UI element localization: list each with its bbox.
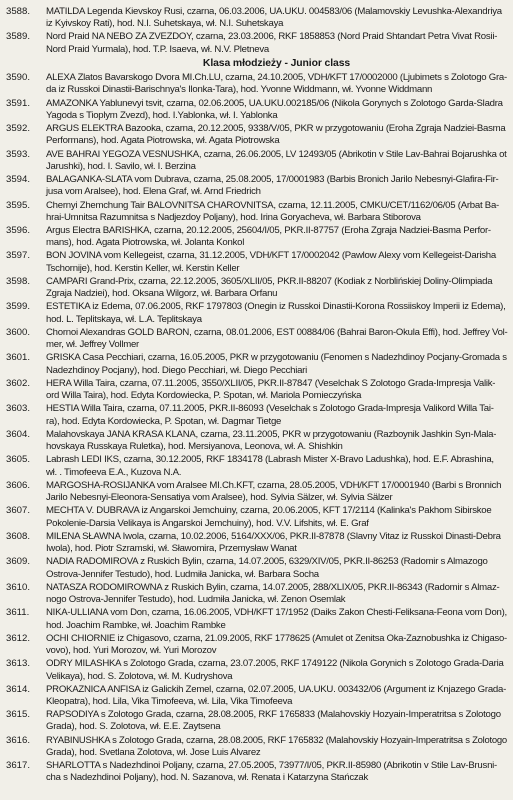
catalog-entry — [6, 378, 507, 403]
entry-text — [46, 684, 507, 709]
entry-text — [46, 735, 507, 760]
entry-number: 3594. — [6, 174, 31, 186]
entry-line-2: Yagoda s Tioplym Zvezd), hod. I.Yablonka, wł. I. Yablonka — [46, 109, 278, 121]
entry-line-2: Performans), hod. Agata Piotrowska, wł. Agata Piotrowska — [46, 135, 280, 147]
entry-number: 3596. — [6, 224, 31, 236]
entry-line-1: RYABINUSHKA s Zolotogo Grada, czarna, 28.08.2005, RKF 1765832 (Malahovskiy Hozyain-Imperatritsa s Zolotogo — [46, 734, 507, 746]
entry-number: 3600. — [6, 326, 31, 338]
entry-line-1: MARGOSHA-ROSIJANKA vom Aralsee MI.Ch.KFT, czarna, 28.05.2005, VDH/KFT 17/0001940 (Barbi s Bronnich — [46, 479, 502, 491]
entry-line-1: ODRY MILASHKA s Zolotogo Grada, czarna, 23.07.2005, RKF 1749122 (Nikola Gorynich s Zolotogo Grada-Daria — [46, 658, 504, 670]
entry-number: 3605. — [6, 454, 31, 466]
entry-line-1: MILENA SŁAWNA Iwola, czarna, 10.02.2006, 5164/XXX/06, PKR.II-87878 (Slavny Vitaz iz Russkoi Dinasti-Debra — [46, 530, 501, 542]
entry-number: 3595. — [6, 199, 31, 211]
entry-line-1: Chernyi Zhemchung Tair BALOVNITSA CHAROVNITSA, czarna, 12.11.2005, CMKU/CET/1162/06/05 (Arbat Ba- — [46, 199, 499, 211]
entry-line-2: cha s Nadezhdinoi Poljany), hod. N. Sazanova, wł. Renata i Katarzyna Stańczak — [46, 772, 369, 784]
entry-line-1: MECHTA V. DUBRAVA iz Angarskoi Jemchuiny, czarna, 20.06.2005, KFT 17/2114 (Kalinka's Pakhom Sibirskoe — [46, 505, 492, 517]
entry-line-1: Malahovskaya JANA KRASA KLANA, czarna, 23.11.2005, PKR w przygotowaniu (Razboynik Jashkin Syn-Mala- — [46, 428, 497, 440]
entry-line-1: PROKAZNICA ANFISA iz Galickih Zemel, czarna, 02.07.2005, UA.UKU. 003432/06 (Argument iz Knjazego Grada- — [46, 683, 507, 695]
entry-text — [46, 403, 507, 428]
entry-line-2: vovo), hod. Yuri Morozov, wł. Yuri Morozov — [46, 645, 217, 657]
catalog-entry — [6, 735, 507, 760]
catalog-entry — [6, 225, 507, 250]
catalog-entry — [6, 505, 507, 530]
entry-text — [46, 582, 507, 607]
entry-line-1: Chornoi Alexandras GOLD BARON, czarna, 08.01.2006, EST 00884/06 (Bahrai Baron-Okula Effi), hod. Jeffrey Vol- — [46, 326, 508, 338]
entry-line-2: Zgraja Nadziei), hod. Oksana Wilgorz, wł. Barbara Orfanu — [46, 288, 278, 300]
entry-text — [46, 760, 507, 785]
entry-number: 3604. — [6, 428, 31, 440]
catalog-entry — [6, 658, 507, 683]
entry-line-2: Pokolenie-Darsia Velikaya is Angarskoi Jemchuiny), hod. V.V. Lifshits, wł. E. Graf — [46, 517, 369, 529]
entry-line-1: NADIA RADOMIROVA z Ruskich Bylin, czarna, 14.07.2005, 6329/XIV/05, PKR.II-86253 (Radomir s Almazogo — [46, 556, 488, 568]
entry-number: 3602. — [6, 377, 31, 389]
entry-line-1: AMAZONKA Yablunevyi tsvit, czarna, 02.06.2005, UA.UKU.002185/06 (Nikola Gorynych s Zolotogo Garda-Sladra — [46, 97, 503, 109]
entry-line-1: OCHI CHIORNIE iz Chigasovo, czarna, 21.09.2005, RKF 1778625 (Amulet ot Zenitsa Oka-Zaznobushka iz Chigaso- — [46, 632, 507, 644]
entry-line-2: hod. Joachim Rambke, wł. Joachim Rambke — [46, 619, 226, 631]
entry-line-2: Iwola), hod. Piotr Szramski, wł. Sławomira, Przemysław Wanat — [46, 543, 297, 555]
entry-line-2: Nadezhdinoy Pocjany), hod. Diego Pecchiari, wł. Diego Pecchiari — [46, 364, 308, 376]
entry-line-2: Jarushki), hod. I. Savilo, wł. I. Berzina — [46, 160, 196, 172]
entry-line-2: Ostrova-Jennifer Testudo), hod. Ludmiła Janicka, wł. Barbara Socha — [46, 568, 319, 580]
entry-number: 3597. — [6, 250, 31, 262]
entry-line-2: hovskaya Russkaya Ruletka), hod. Mersiyanova, Leonova, wł. A. Shishkin — [46, 441, 343, 453]
entry-line-1: BON JOVINA vom Kellegeist, czarna, 31.12.2005, VDH/KFT 17/0002042 (Pawlow Alexy vom Kellegeist-Darisha — [46, 250, 496, 262]
entry-number: 3609. — [6, 556, 31, 568]
entry-line-1: CAMPARI Grand-Prix, czarna, 22.12.2005, 3605/XLII/05, PKR.II-88207 (Kodiak z Norblińskiej Doliny-Olimpiada — [46, 275, 493, 287]
entry-number: 3590. — [6, 72, 31, 84]
entry-line-1: HERA Willa Taira, czarna, 07.11.2005, 3550/XLII/05, PKR.II-87847 (Veselchak S Zolotogo Grada-Impresja Valik- — [46, 377, 496, 389]
entry-line-1: BALAGANKA-SLATA vom Dubrava, czarna, 25.08.2005, 17/0001983 (Barbis Bronich Jarilo Nebesnyi-Glafira-Fir- — [46, 174, 499, 186]
catalog-entry — [6, 454, 507, 479]
entry-text — [46, 174, 507, 199]
catalog-entry — [6, 200, 507, 225]
entry-text — [46, 149, 507, 174]
catalog-entry — [6, 352, 507, 377]
entry-line-1: ESTETIKA iz Edema, 07.06.2005, RKF 1797803 (Onegin iz Russkoi Dinastii-Korona Rossiiskoy Imperii iz Edema), — [46, 301, 506, 313]
entry-line-2: wł. . Timofeeva E.A., Kuzova N.A. — [46, 466, 182, 478]
catalog-entry — [6, 327, 507, 352]
entry-line-2: da iz Russkoi Dinastii-Barischnya's Ilonka-Tara), hod. Yvonne Widdmann, wł. Yvonne Widdmann — [46, 84, 433, 96]
catalog-entry — [6, 301, 507, 326]
entry-text — [46, 454, 507, 479]
entry-list — [6, 72, 507, 785]
entry-text — [46, 276, 507, 301]
entry-line-1: Argus Electra BARISHKA, czarna, 20.12.2005, 25604/I/05, PKR.II-87757 (Eroha Zgraja Nadziei-Basma Perfor- — [46, 224, 491, 236]
entry-number: 3593. — [6, 148, 31, 160]
entry-line-2: hrai-Umnitsa Razumnitsa s Nadjezdoy Poljany), hod. Irina Goryacheva, wł. Barbara Stiborova — [46, 211, 421, 223]
entry-line-2: mer, wł. Jeffrey Vollmer — [46, 339, 139, 351]
entry-text — [46, 378, 507, 403]
catalog-entry — [6, 709, 507, 734]
catalog-entry — [6, 250, 507, 275]
catalog-entry — [6, 149, 507, 174]
entry-number: 3606. — [6, 479, 31, 491]
entry-line-2: jusa vom Aralsee), hod. Elena Graf, wł. Arnd Friedrich — [46, 186, 261, 198]
catalog-entry — [6, 123, 507, 148]
catalog-entry — [6, 276, 507, 301]
catalog-entry — [6, 174, 507, 199]
entry-number: 3601. — [6, 352, 31, 364]
entry-line-1: Nord Praid NA NEBO ZA ZVEZDOY, czarna, 23.03.2006, RKF 1858853 (Nord Praid Shtandart Petra Vivat Rosii- — [46, 31, 498, 43]
catalog-entry — [6, 98, 507, 123]
entry-text — [46, 225, 507, 250]
catalog-entry — [6, 72, 507, 97]
entry-text — [46, 429, 507, 454]
entry-text — [46, 505, 507, 530]
entry-number: 3589. — [6, 31, 31, 43]
catalog-entry — [6, 6, 507, 31]
catalog-entry — [6, 531, 507, 556]
catalog-entry — [6, 556, 507, 581]
entry-number: 3615. — [6, 709, 31, 721]
entry-number: 3616. — [6, 734, 31, 746]
entry-line-1: Labrash LEDI IKS, czarna, 30.12.2005, RKF 1834178 (Labrash Mister X-Bravo Ladushka), hod. E.F. Abrashina, — [46, 454, 494, 466]
entry-number: 3608. — [6, 530, 31, 542]
entry-text — [46, 556, 507, 581]
catalog-entry — [6, 684, 507, 709]
entry-line-1: HESTIA Willa Taira, czarna, 07.11.2005, PKR.II-86093 (Veselchak s Zolotogo Grada-Impresja Valikord Willa Tai- — [46, 403, 494, 415]
entry-text — [46, 480, 507, 505]
entry-text — [46, 607, 507, 632]
entry-text — [46, 709, 507, 734]
entry-line-2: ra), hod. Edyta Kordowiecka, P. Spotan, wł. Dagmar Tietge — [46, 415, 282, 427]
entry-line-2: Tschornije), hod. Kerstin Keller, wł. Kerstin Keller — [46, 262, 240, 274]
entry-line-1: ARGUS ELEKTRA Bazooka, czarna, 20.12.2005, 9338/V/05, PKR w przygotowaniu (Eroha Zgraja Nadziei-Basma — [46, 123, 506, 135]
entry-line-1: NATASZA RODOMIROWNA z Ruskich Bylin, czarna, 14.07.2005, 288/XLIX/05, PKR.II-86343 (Radomir s Almaz- — [46, 581, 500, 593]
entry-number: 3613. — [6, 658, 31, 670]
catalog-entry — [6, 403, 507, 428]
entry-line-1: RAPSODIYA s Zolotogo Grada, czarna, 28.08.2005, RKF 1765833 (Malahovskiy Hozyain-Imperatritsa s Zolotogo — [46, 709, 501, 721]
entry-text — [46, 633, 507, 658]
entry-line-2: mans), hod. Agata Piotrowska, wł. Jolanta Konkol — [46, 237, 245, 249]
entry-number: 3617. — [6, 760, 31, 772]
entry-text — [46, 72, 507, 97]
entry-text — [46, 352, 507, 377]
entry-line-1: ALEXA Zlatos Bavarskogo Dvora MI.Ch.LU, czarna, 24.10.2005, VDH/KFT 17/0002000 (Ljubimets s Zolotogo Gra- — [46, 72, 507, 84]
entry-number: 3588. — [6, 6, 31, 17]
entry-line-2: hod. L. Teplitskaya, wł. L.A. Teplitskaya — [46, 313, 202, 325]
entry-text — [46, 531, 507, 556]
entry-line-1: GRISKA Casa Pecchiari, czarna, 16.05.2005, PKR w przygotowaniu (Fenomen s Nadezhdinoy Pocjany-Gromada s — [46, 352, 507, 364]
section-heading: Klasa młodzieży - Junior class — [202, 58, 351, 70]
entry-number: 3610. — [6, 581, 31, 593]
entry-line-1: SHARLOTTA s Nadezhdinoi Poljany, czarna, 27.05.2005, 73977/I/05, PKR.II-85980 (Abrikotin v Stile Lav-Brusni- — [46, 760, 497, 772]
entry-line-2: Nord Praid Yurmala), hod. T.P. Isaeva, wł. N.V. Pletneva — [46, 43, 269, 55]
catalog-entry — [6, 760, 507, 785]
entry-text — [46, 200, 507, 225]
entry-number: 3591. — [6, 97, 31, 109]
catalog-entry — [6, 480, 507, 505]
entry-line-2: Grada), hod. Svetlana Zolotova, wł. Jose Luis Alvarez — [46, 746, 261, 758]
entry-line-2: nogo Ostrova-Jennifer Testudo), hod. Ludmiła Janicka, wł. Zenon Osemlak — [46, 594, 346, 606]
entry-line-2: Kleopatra), hod. Lila, Vika Timofeeva, wł. Lila, Vika Timofeeva — [46, 696, 293, 707]
entry-text — [46, 250, 507, 275]
entry-number: 3611. — [6, 607, 30, 619]
entry-text — [46, 31, 507, 56]
entry-line-2: iz Kyivskoy Rati), hod. N.I. Suhetskaya, wł. N.I. Suhetskaya — [46, 18, 284, 30]
entry-text — [46, 123, 507, 148]
entry-text — [46, 301, 507, 326]
entry-number: 3592. — [6, 123, 31, 135]
entry-text — [46, 658, 507, 683]
entry-number: 3598. — [6, 275, 31, 287]
entry-line-2: Grada), hod. S. Zolotova, wł. E.E. Zaytsena — [46, 721, 221, 733]
catalog-entry — [6, 633, 507, 658]
entry-number: 3614. — [6, 683, 31, 695]
entry-number: 3612. — [6, 632, 31, 644]
catalog-entry — [6, 429, 507, 454]
entry-number: 3603. — [6, 403, 31, 415]
catalog-entry — [6, 31, 507, 56]
entry-list-top — [6, 6, 507, 56]
entry-text — [46, 98, 507, 123]
catalog-entry — [6, 607, 507, 632]
entry-text — [46, 6, 507, 31]
entry-line-1: NIKA-ULLIANA vom Don, czarna, 16.06.2005, VDH/KFT 17/1952 (Daiks Zakon Chesti-Feliksana-Feona vom Don), — [46, 607, 507, 619]
entry-number: 3607. — [6, 505, 31, 517]
entry-text — [46, 327, 507, 352]
entry-line-2: Jarilo Nebesnyi-Eleonora-Sensatiya vom Aralsee), hod. Sylvia Sälzer, wł. Sylvia Sälzer — [46, 492, 393, 504]
entry-line-2: ord Willa Taira), hod. Edyta Kordowiecka, P. Spotan, wł. Mariola Pomieczyńska — [46, 390, 362, 402]
entry-line-2: Velikaya), hod. S. Zolotova, wł. M. Kudryshova — [46, 670, 233, 682]
entry-number: 3599. — [6, 301, 31, 313]
entry-line-1: AVE BAHRAI YEGOZA VESNUSHKA, czarna, 26.06.2005, LV 12493/05 (Abrikotin v Stile Lav-Bahrai Bojarushka ot — [46, 148, 507, 160]
catalog-entry — [6, 582, 507, 607]
entry-line-1: MATILDA Legenda Kievskoy Rusi, czarna, 06.03.2006, UA.UKU. 004583/06 (Malamovskiy Levushka-Alexandriya — [46, 6, 502, 17]
